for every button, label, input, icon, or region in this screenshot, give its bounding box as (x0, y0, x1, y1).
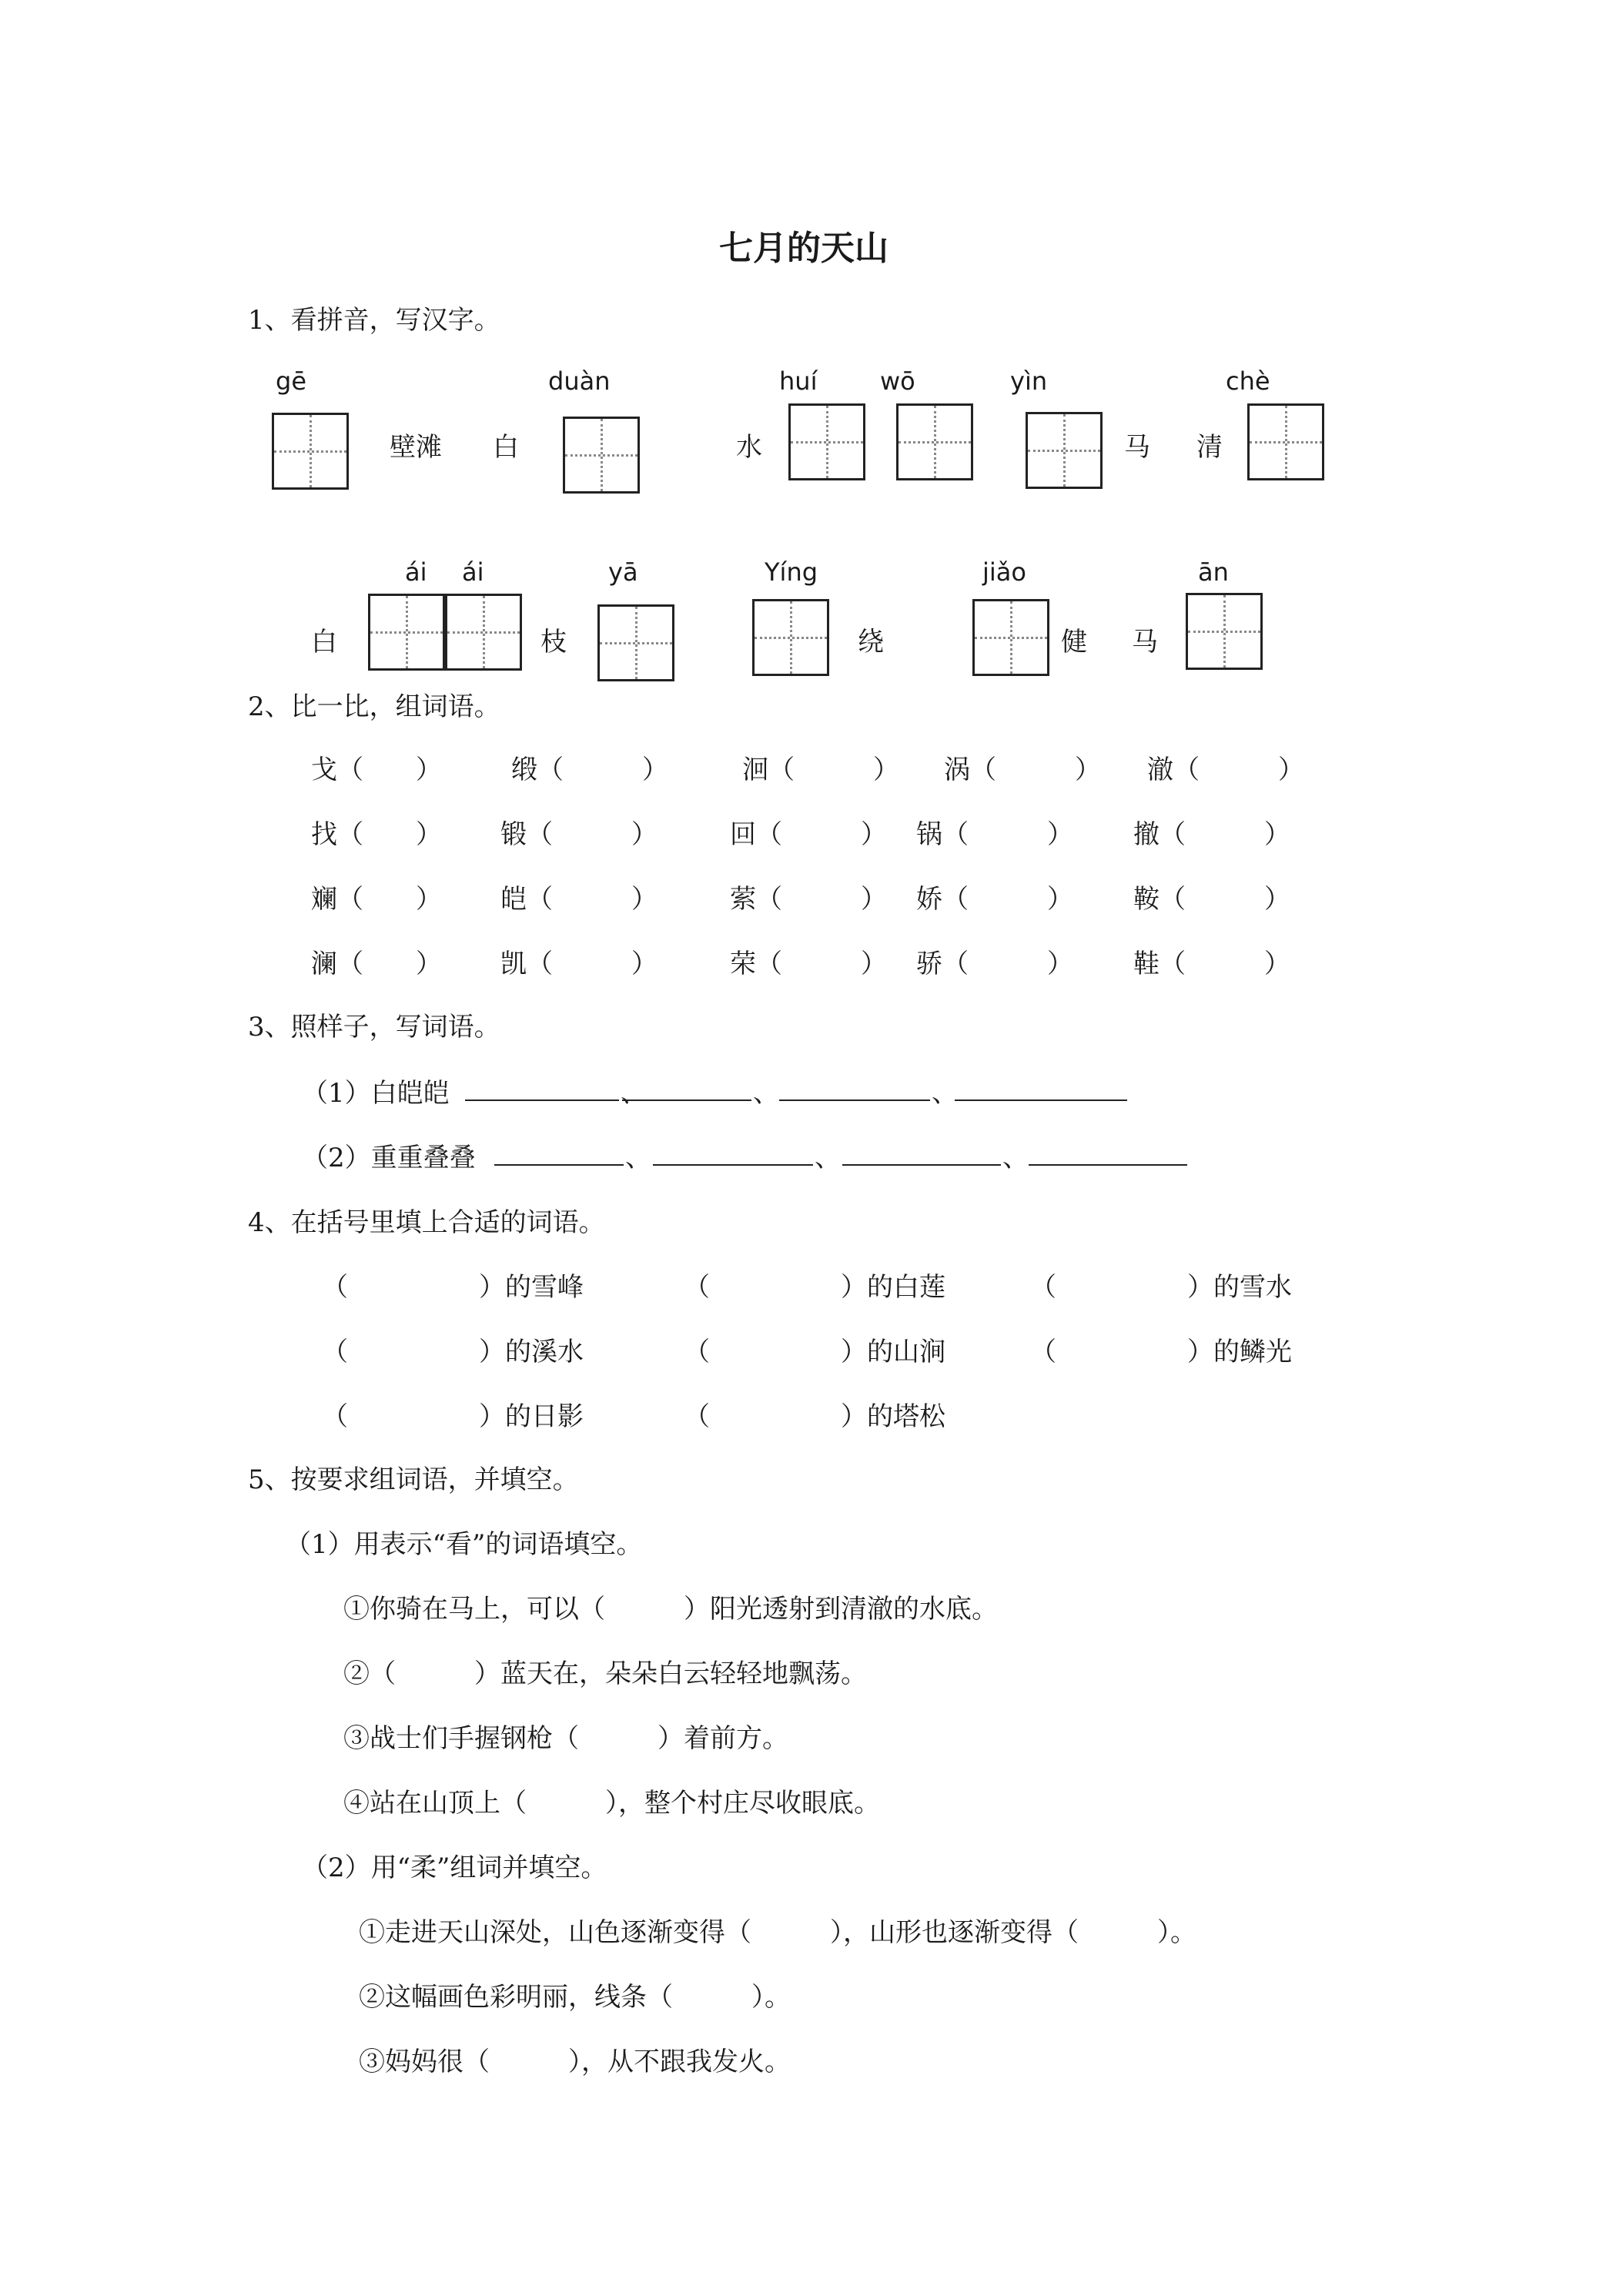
compare-item: 鞋（ ） (1133, 949, 1290, 979)
separator: 、 (815, 1143, 841, 1173)
word-fragment: 马 (1124, 432, 1150, 463)
answer-blank[interactable] (653, 1163, 813, 1166)
pinyin: ái (405, 557, 427, 587)
word-fragment: 马 (1132, 627, 1158, 658)
fill-item: （ ）的雪水 (1030, 1272, 1292, 1303)
compare-item: 锅（ ） (916, 819, 1073, 850)
section-1-heading: 1、看拼音，写汉字。 (248, 305, 500, 336)
writing-grid-box[interactable] (368, 594, 445, 671)
fill-sentence: ①你骑在马上，可以（ ）阳光透射到清澈的水底。 (343, 1594, 998, 1625)
fill-sentence: ②这幅画色彩明丽，线条（ ）。 (359, 1982, 791, 2013)
example-label: （1）白皑皑 (302, 1078, 450, 1109)
writing-grid-box[interactable] (896, 403, 973, 480)
fill-item: （ ）的白莲 (684, 1272, 945, 1303)
pinyin: duàn (548, 366, 611, 396)
separator: 、 (932, 1078, 958, 1109)
example-label: （2）重重叠叠 (302, 1143, 476, 1173)
section-5-heading: 5、按要求组词语，并填空。 (248, 1464, 579, 1495)
pinyin: yìn (1010, 366, 1048, 396)
sub-question: （1）用表示“看”的词语填空。 (285, 1529, 643, 1560)
answer-blank[interactable] (1029, 1163, 1187, 1166)
compare-item: 鞍（ ） (1133, 884, 1290, 915)
fill-sentence: ③妈妈很（ ），从不跟我发火。 (359, 2047, 791, 2077)
compare-item: 澈（ ） (1147, 755, 1304, 785)
fill-sentence: ④站在山顶上（ ），整个村庄尽收眼底。 (343, 1788, 880, 1819)
compare-item: 澜（ ） (311, 949, 442, 979)
compare-item: 荣（ ） (730, 949, 887, 979)
compare-item: 锻（ ） (500, 819, 658, 850)
compare-item: 涡（ ） (944, 755, 1101, 785)
fill-item: （ ）的日影 (322, 1401, 584, 1432)
fill-item: （ ）的塔松 (684, 1401, 945, 1432)
section-3-heading: 3、照样子，写词语。 (248, 1012, 500, 1043)
compare-item: 缎（ ） (511, 755, 668, 785)
word-fragment: 水 (736, 432, 762, 463)
compare-item: 找（ ） (311, 819, 442, 850)
writing-grid-box[interactable] (972, 599, 1049, 676)
writing-grid-box[interactable] (1186, 593, 1263, 670)
fill-item: （ ）的溪水 (322, 1337, 584, 1367)
writing-grid-box[interactable] (1247, 403, 1324, 480)
compare-item: 洄（ ） (742, 755, 899, 785)
pinyin: wō (880, 366, 915, 396)
answer-blank[interactable] (955, 1098, 1127, 1101)
fill-sentence: ①走进天山深处，山色逐渐变得（ ），山形也逐渐变得（ ）。 (359, 1917, 1196, 1948)
word-fragment: 白 (493, 432, 519, 463)
word-fragment: 绕 (858, 627, 884, 658)
section-2-heading: 2、比一比，组词语。 (248, 691, 500, 722)
separator: 、 (753, 1078, 779, 1109)
writing-grid-box[interactable] (597, 604, 674, 681)
writing-grid-box[interactable] (445, 594, 522, 671)
compare-item: 萦（ ） (730, 884, 887, 915)
pinyin: Yíng (765, 557, 818, 587)
fill-sentence: ②（ ）蓝天在，朵朵白云轻轻地飘荡。 (343, 1658, 867, 1689)
pinyin: jiǎo (982, 557, 1026, 587)
section-4-heading: 4、在括号里填上合适的词语。 (248, 1207, 605, 1238)
word-fragment: 白 (311, 627, 337, 658)
fill-item: （ ）的山涧 (684, 1337, 945, 1367)
answer-blank[interactable] (494, 1163, 624, 1166)
fill-sentence: ③战士们手握钢枪（ ）着前方。 (343, 1723, 788, 1754)
compare-item: 斓（ ） (311, 884, 442, 915)
separator: 、 (625, 1143, 651, 1173)
page-title: 七月的天山 (719, 229, 888, 268)
writing-grid-box[interactable] (563, 417, 640, 494)
answer-blank[interactable] (779, 1098, 930, 1101)
answer-blank[interactable] (465, 1098, 619, 1101)
word-fragment: 健 (1061, 627, 1087, 658)
pinyin: ái (462, 557, 484, 587)
word-fragment: 枝 (540, 627, 567, 658)
compare-item: 凯（ ） (500, 949, 658, 979)
sub-question: （2）用“柔”组词并填空。 (302, 1853, 607, 1883)
pinyin: gē (276, 366, 306, 396)
pinyin: chè (1226, 366, 1270, 396)
separator: 、 (1002, 1143, 1029, 1173)
pinyin: ān (1198, 557, 1229, 587)
writing-grid-box[interactable] (788, 403, 865, 480)
compare-item: 撤（ ） (1133, 819, 1290, 850)
writing-grid-box[interactable] (752, 599, 829, 676)
word-fragment: 壁滩 (390, 432, 442, 463)
pinyin: yā (608, 557, 638, 587)
answer-blank[interactable] (842, 1163, 1001, 1166)
compare-item: 皑（ ） (500, 884, 658, 915)
word-fragment: 清 (1196, 432, 1223, 463)
compare-item: 娇（ ） (916, 884, 1073, 915)
answer-blank[interactable] (622, 1098, 751, 1101)
compare-item: 骄（ ） (916, 949, 1073, 979)
compare-item: 回（ ） (730, 819, 887, 850)
pinyin: huí (779, 366, 818, 396)
fill-item: （ ）的雪峰 (322, 1272, 584, 1303)
fill-item: （ ）的鳞光 (1030, 1337, 1292, 1367)
writing-grid-box[interactable] (272, 413, 349, 490)
writing-grid-box[interactable] (1026, 412, 1103, 489)
separator: 、 (621, 1078, 647, 1109)
compare-item: 戈（ ） (311, 755, 442, 785)
